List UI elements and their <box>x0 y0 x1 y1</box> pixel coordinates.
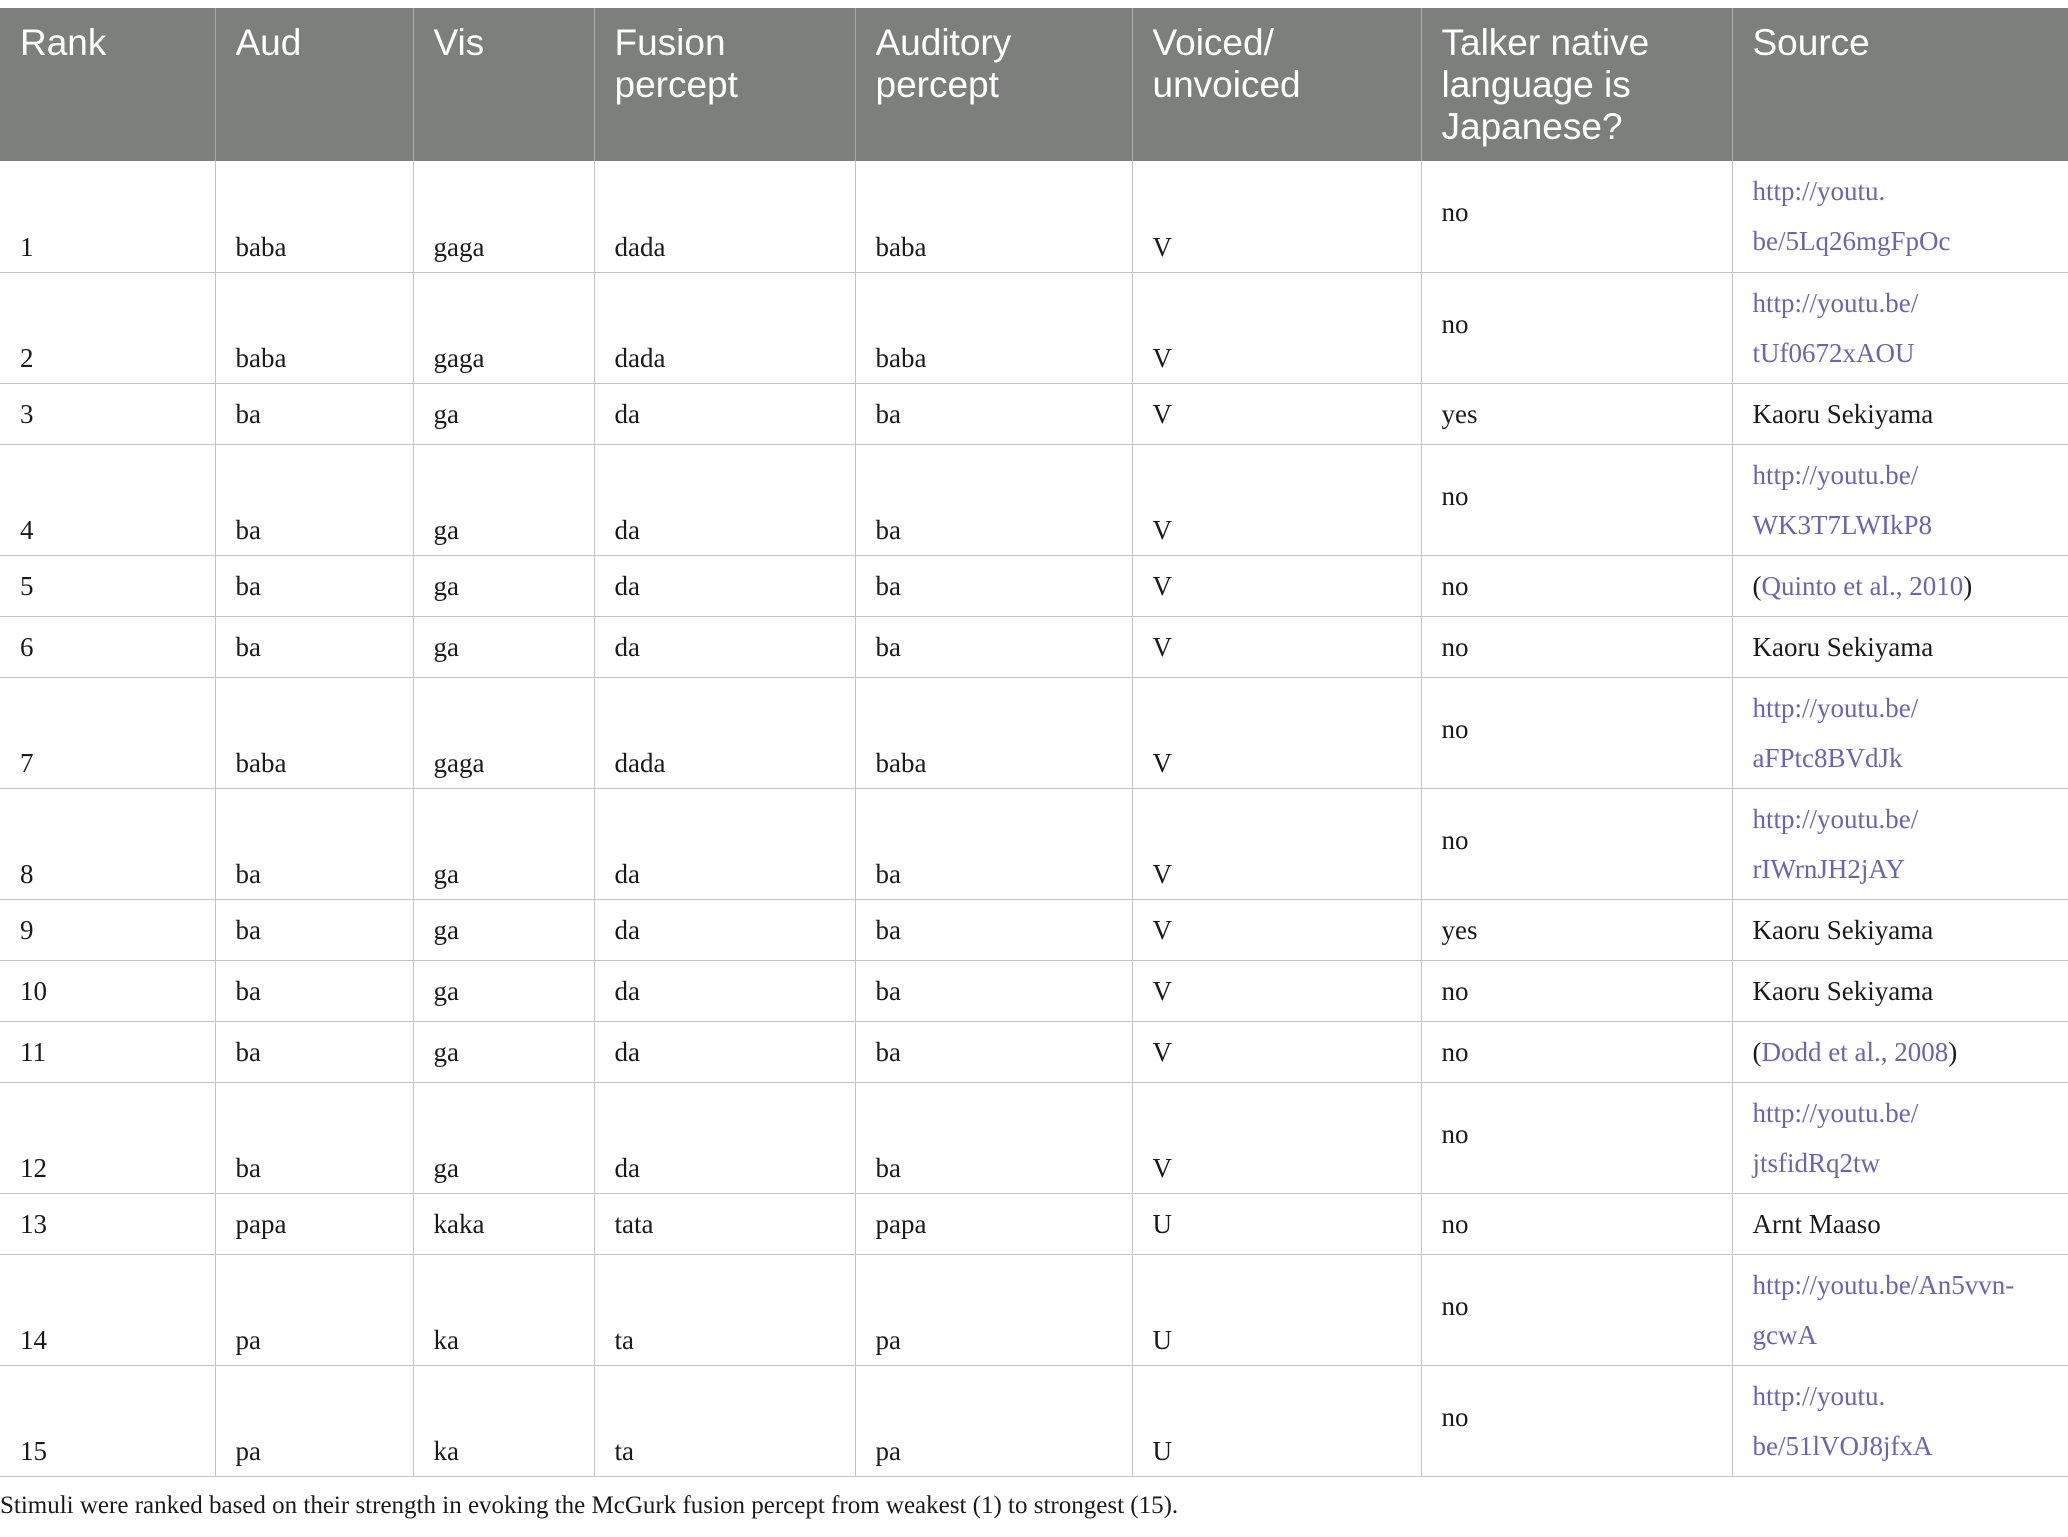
cell-voiced: V <box>1132 161 1421 272</box>
cell-auditory: ba <box>855 383 1132 444</box>
cell-fusion: dada <box>594 677 855 788</box>
source-link-line[interactable]: http://youtu.be/ <box>1752 803 1919 834</box>
cell-source[interactable] <box>1732 161 2068 272</box>
cell-aud: ba <box>215 1021 413 1082</box>
cell-vis: ga <box>413 960 594 1021</box>
cell-aud: ba <box>215 788 413 899</box>
cell-japanese: no <box>1421 555 1732 616</box>
source-link-line[interactable]: be/5Lq26mgFpOc <box>1752 226 1951 257</box>
header-fusion-percept: Fusion percept <box>594 8 855 161</box>
cell-fusion: da <box>594 1021 855 1082</box>
cell-rank: 10 <box>0 960 215 1021</box>
cell-fusion: dada <box>594 161 855 272</box>
cell-aud: pa <box>215 1254 413 1365</box>
cell-japanese: no <box>1421 1254 1732 1365</box>
cell-japanese: no <box>1421 616 1732 677</box>
cell-source[interactable] <box>1732 272 2068 383</box>
citation-open-paren: ( <box>1752 1036 1762 1067</box>
cell-voiced: V <box>1132 899 1421 960</box>
cell-auditory: baba <box>855 677 1132 788</box>
cell-rank: 3 <box>0 383 215 444</box>
table-row <box>0 555 2068 616</box>
cell-japanese: no <box>1421 1021 1732 1082</box>
cell-voiced: V <box>1132 788 1421 899</box>
header-voiced-unvoiced: Voiced/ unvoiced <box>1132 8 1421 161</box>
cell-auditory: ba <box>855 960 1132 1021</box>
citation-link[interactable]: Quinto et al., 2010 <box>1761 570 1964 601</box>
cell-aud: ba <box>215 960 413 1021</box>
cell-source: Kaoru Sekiyama <box>1732 383 2068 444</box>
cell-source: Kaoru Sekiyama <box>1732 960 2068 1021</box>
stimuli-table <box>0 8 2068 1477</box>
table-row <box>0 1021 2068 1082</box>
cell-vis: ga <box>413 616 594 677</box>
source-link-line[interactable]: be/51lVOJ8jfxA <box>1752 1430 1933 1461</box>
header-auditory-percept: Auditory percept <box>855 8 1132 161</box>
cell-voiced: V <box>1132 677 1421 788</box>
table-row <box>0 444 2068 555</box>
cell-japanese: no <box>1421 960 1732 1021</box>
citation-close-paren: ) <box>1948 1036 1958 1067</box>
cell-aud: ba <box>215 555 413 616</box>
cell-source[interactable] <box>1732 1021 2068 1082</box>
cell-auditory: ba <box>855 899 1132 960</box>
source-link-line[interactable]: http://youtu. <box>1752 176 1886 207</box>
cell-fusion: ta <box>594 1365 855 1476</box>
cell-rank: 4 <box>0 444 215 555</box>
table-row <box>0 383 2068 444</box>
cell-source: Kaoru Sekiyama <box>1732 616 2068 677</box>
source-link-line[interactable]: aFPtc8BVdJk <box>1752 742 1903 773</box>
cell-rank: 1 <box>0 161 215 272</box>
table-row <box>0 616 2068 677</box>
header-aud: Aud <box>215 8 413 161</box>
table-row <box>0 960 2068 1021</box>
source-link-line[interactable]: rIWrnJH2jAY <box>1752 853 1905 884</box>
cell-vis: ga <box>413 555 594 616</box>
header-row <box>0 8 2068 161</box>
cell-source: Kaoru Sekiyama <box>1732 899 2068 960</box>
cell-voiced: V <box>1132 555 1421 616</box>
source-link-line[interactable]: http://youtu.be/ <box>1752 459 1919 490</box>
cell-source: Arnt Maaso <box>1732 1193 2068 1254</box>
cell-source[interactable] <box>1732 677 2068 788</box>
cell-japanese: no <box>1421 1365 1732 1476</box>
cell-fusion: da <box>594 616 855 677</box>
cell-fusion: da <box>594 1082 855 1193</box>
cell-vis: kaka <box>413 1193 594 1254</box>
cell-aud: pa <box>215 1365 413 1476</box>
cell-vis: gaga <box>413 272 594 383</box>
cell-fusion: dada <box>594 272 855 383</box>
cell-fusion: da <box>594 555 855 616</box>
header-talker-japanese: Talker native language is Japanese? <box>1421 8 1732 161</box>
source-link-line[interactable]: http://youtu. <box>1752 1380 1886 1411</box>
cell-source[interactable] <box>1732 1254 2068 1365</box>
cell-fusion: ta <box>594 1254 855 1365</box>
cell-voiced: V <box>1132 383 1421 444</box>
cell-rank: 15 <box>0 1365 215 1476</box>
cell-fusion: da <box>594 788 855 899</box>
cell-fusion: da <box>594 444 855 555</box>
cell-auditory: ba <box>855 616 1132 677</box>
cell-source[interactable] <box>1732 1082 2068 1193</box>
cell-aud: ba <box>215 899 413 960</box>
cell-vis: ka <box>413 1254 594 1365</box>
table-row <box>0 1365 2068 1476</box>
cell-auditory: ba <box>855 444 1132 555</box>
cell-japanese: no <box>1421 444 1732 555</box>
cell-vis: gaga <box>413 677 594 788</box>
cell-fusion: da <box>594 960 855 1021</box>
cell-auditory: ba <box>855 788 1132 899</box>
source-link-line[interactable]: http://youtu.be/An5vvn- <box>1752 1269 2015 1300</box>
cell-aud: baba <box>215 677 413 788</box>
stimuli-table-container <box>0 8 2068 1477</box>
cell-source[interactable] <box>1732 444 2068 555</box>
cell-aud: baba <box>215 161 413 272</box>
source-link-line[interactable]: http://youtu.be/ <box>1752 1097 1919 1128</box>
header-rank: Rank <box>0 8 215 161</box>
cell-voiced: U <box>1132 1254 1421 1365</box>
cell-vis: gaga <box>413 161 594 272</box>
cell-rank: 9 <box>0 899 215 960</box>
cell-japanese: no <box>1421 1193 1732 1254</box>
table-row <box>0 1193 2068 1254</box>
source-link-line[interactable]: jtsfidRq2tw <box>1752 1147 1881 1178</box>
cell-japanese: no <box>1421 788 1732 899</box>
cell-vis: ga <box>413 383 594 444</box>
cell-source[interactable] <box>1732 1365 2068 1476</box>
cell-auditory: papa <box>855 1193 1132 1254</box>
source-link-line[interactable]: WK3T7LWIkP8 <box>1752 509 1932 540</box>
cell-japanese: yes <box>1421 383 1732 444</box>
header-vis: Vis <box>413 8 594 161</box>
cell-voiced: V <box>1132 1021 1421 1082</box>
cell-rank: 11 <box>0 1021 215 1082</box>
cell-voiced: U <box>1132 1193 1421 1254</box>
cell-rank: 8 <box>0 788 215 899</box>
table-row <box>0 161 2068 272</box>
cell-auditory: pa <box>855 1254 1132 1365</box>
cell-vis: ga <box>413 444 594 555</box>
cell-auditory: baba <box>855 161 1132 272</box>
cell-auditory: baba <box>855 272 1132 383</box>
cell-fusion: tata <box>594 1193 855 1254</box>
source-link-line[interactable]: http://youtu.be/ <box>1752 692 1919 723</box>
cell-vis: ga <box>413 1021 594 1082</box>
cell-rank: 2 <box>0 272 215 383</box>
cell-rank: 13 <box>0 1193 215 1254</box>
cell-fusion: da <box>594 383 855 444</box>
table-row <box>0 677 2068 788</box>
table-body <box>0 161 2068 1476</box>
cell-japanese: no <box>1421 272 1732 383</box>
cell-fusion: da <box>594 899 855 960</box>
table-row <box>0 899 2068 960</box>
cell-voiced: V <box>1132 960 1421 1021</box>
cell-japanese: no <box>1421 161 1732 272</box>
cell-japanese: no <box>1421 677 1732 788</box>
citation-link[interactable]: Dodd et al., 2008 <box>1761 1036 1949 1067</box>
cell-vis: ga <box>413 899 594 960</box>
table-row <box>0 1082 2068 1193</box>
cell-aud: ba <box>215 616 413 677</box>
cell-voiced: U <box>1132 1365 1421 1476</box>
cell-japanese: no <box>1421 1082 1732 1193</box>
citation-open-paren: ( <box>1752 570 1762 601</box>
cell-vis: ga <box>413 788 594 899</box>
cell-aud: ba <box>215 444 413 555</box>
cell-japanese: yes <box>1421 899 1732 960</box>
table-row <box>0 272 2068 383</box>
cell-voiced: V <box>1132 616 1421 677</box>
cell-voiced: V <box>1132 1082 1421 1193</box>
cell-aud: ba <box>215 1082 413 1193</box>
cell-vis: ka <box>413 1365 594 1476</box>
header-source: Source <box>1732 8 2068 161</box>
cell-auditory: ba <box>855 1082 1132 1193</box>
cell-voiced: V <box>1132 444 1421 555</box>
cell-auditory: pa <box>855 1365 1132 1476</box>
cell-rank: 14 <box>0 1254 215 1365</box>
cell-rank: 5 <box>0 555 215 616</box>
cell-rank: 12 <box>0 1082 215 1193</box>
cell-source[interactable] <box>1732 555 2068 616</box>
cell-voiced: V <box>1132 272 1421 383</box>
table-row <box>0 1254 2068 1365</box>
cell-aud: ba <box>215 383 413 444</box>
citation-close-paren: ) <box>1963 570 1973 601</box>
cell-aud: baba <box>215 272 413 383</box>
source-link-line[interactable]: tUf0672xAOU <box>1752 337 1915 368</box>
cell-vis: ga <box>413 1082 594 1193</box>
cell-source[interactable] <box>1732 788 2068 899</box>
table-row <box>0 788 2068 899</box>
cell-rank: 6 <box>0 616 215 677</box>
cell-auditory: ba <box>855 555 1132 616</box>
cell-rank: 7 <box>0 677 215 788</box>
source-link-line[interactable]: gcwA <box>1752 1319 1817 1350</box>
source-link-line[interactable]: http://youtu.be/ <box>1752 287 1919 318</box>
cell-auditory: ba <box>855 1021 1132 1082</box>
table-footnote: Stimuli were ranked based on their strength in evoking the McGurk fusion percept from weakest (1) to strongest (15). <box>0 1492 1179 1519</box>
cell-aud: papa <box>215 1193 413 1254</box>
